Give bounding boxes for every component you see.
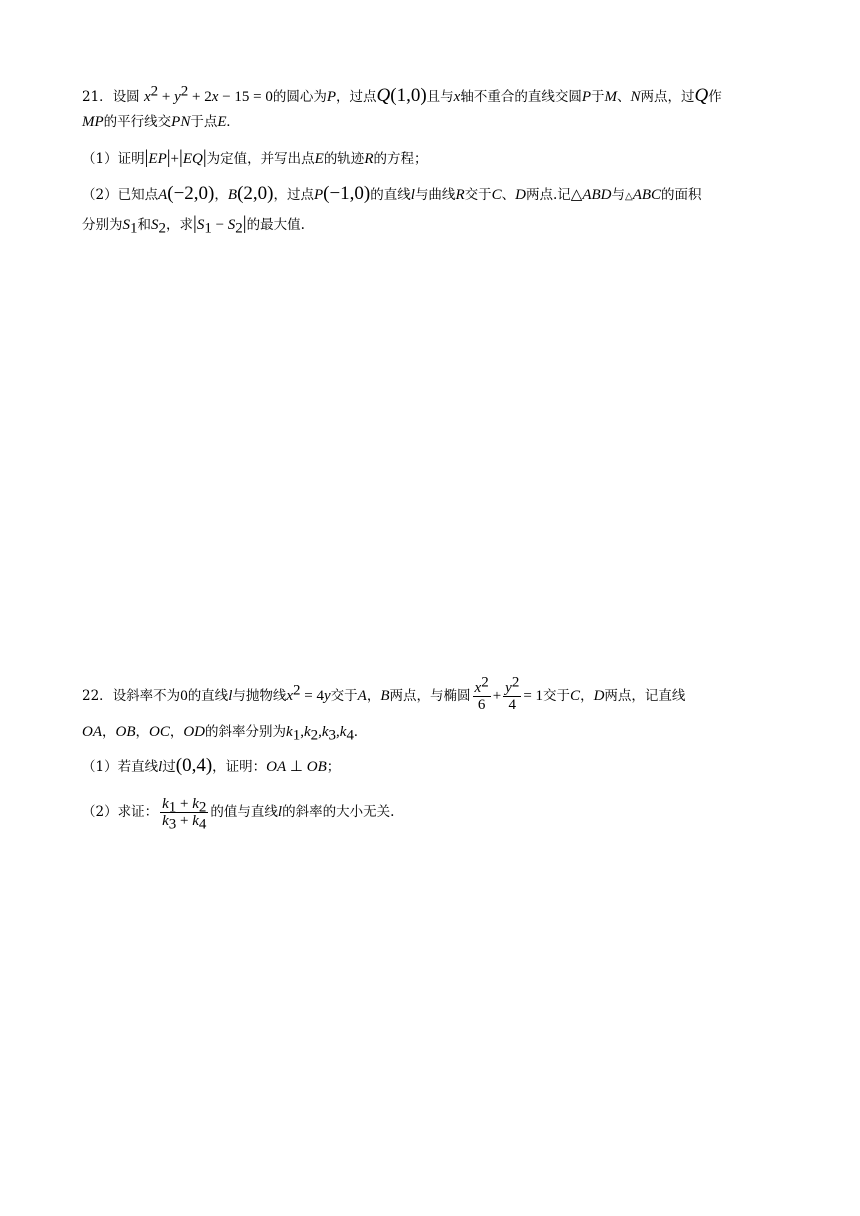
problem-21-line-1: 21．设圆 $x^2 + y^2 + 2x - 15 = 0$的圆心为P，过点Q(1,0)且与x轴不重合的直线交圆P于M、N两点，过Q作 [82, 83, 722, 106]
problem-22-part-1: （1）若直线l过(0,4)，证明：OA ⊥ OB； [82, 755, 341, 776]
problem-21-part-2: （2）已知点A(−2,0)，B(2,0)，过点P(−1,0)的直线l与曲线R交于C、D两点.记△ABD与△ABC的面积 [82, 183, 702, 204]
problem-22-part-2: （2）求证： $\frac{k_1 + k_2}{k_3 + k_4}$ 的值与直线l的斜率的大小无关. [82, 796, 395, 833]
problem-number: 21． [82, 89, 113, 105]
ellipse-frac-y: $\frac{y^2}{4}$ [505, 674, 520, 713]
ellipse-frac-x: $\frac{x^2}{6}$ [474, 674, 489, 713]
problem-21-line-2: MP的平行线交PN于点E. [82, 114, 231, 130]
problem-number: 22． [82, 688, 113, 704]
problem-22-line-1: 22．设斜率不为0的直线l与抛物线$x^2 = 4y$交于A，B两点，与椭圆 $\frac{x^2}{6}$ + $\frac{y^2}{4}$ = 1交于C，D两点，记直线 [82, 674, 686, 713]
slope-ratio-frac: $\frac{k_1 + k_2}{k_3 + k_4}$ [162, 796, 207, 833]
problem-21-part-2-cont: 分别为$S_1$和$S_2$，求$|S_1 - S_2|$的最大值. [82, 213, 305, 237]
problem-22-line-2: OA，OB，OC，OD的斜率分别为$k_1,k_2,k_3,k_4$. [82, 724, 358, 744]
problem-21-part-1: （1）证明|EP|+|EQ|为定值，并写出点E的轨迹R的方程； [82, 147, 428, 168]
